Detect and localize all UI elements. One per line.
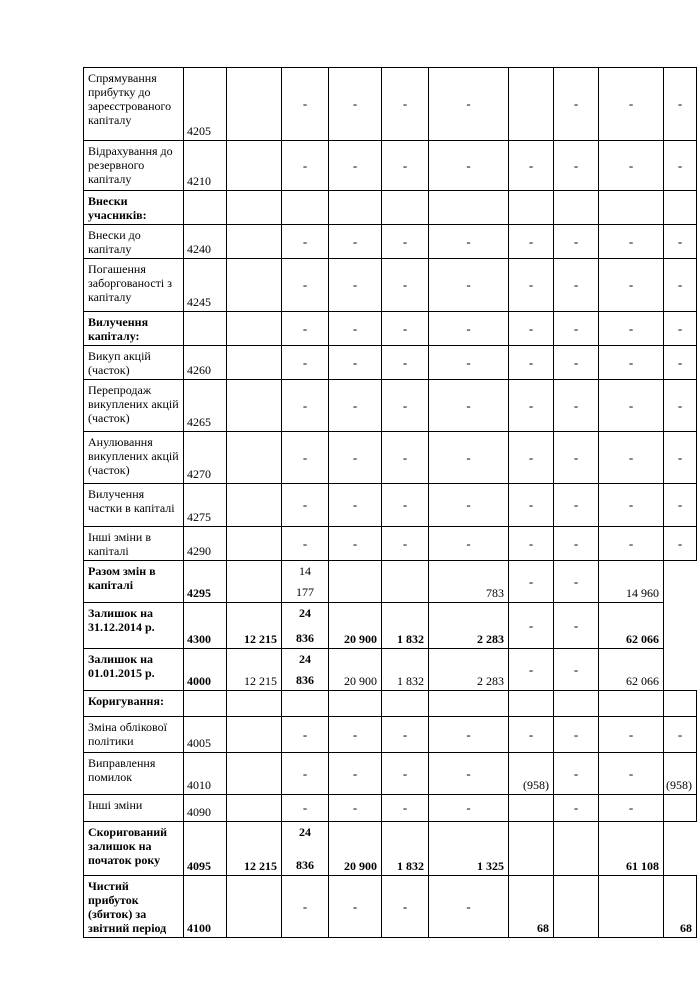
table-cell-dash: - — [329, 141, 382, 191]
table-row — [84, 717, 697, 753]
table-cell-dash: - — [664, 141, 697, 191]
row-code: 4295 — [184, 561, 227, 603]
table-cell — [227, 484, 282, 527]
row-label: Скоригований залишок на початок року — [84, 822, 184, 876]
table-cell-dash: - — [599, 68, 664, 141]
table-cell: 1 325 — [429, 822, 509, 876]
table-cell — [382, 191, 429, 225]
table-cell-dash: - — [382, 753, 429, 795]
table-cell — [429, 191, 509, 225]
row-label: Інші зміни в капіталі — [84, 527, 184, 561]
table-cell — [329, 191, 382, 225]
table-row — [84, 649, 697, 691]
table-cell-split — [282, 822, 329, 876]
table-cell-dash: - — [599, 312, 664, 346]
cell-value-bottom: 836 — [296, 631, 314, 645]
table-cell — [509, 691, 554, 717]
table-cell-dash: - — [664, 259, 697, 312]
row-code: 4000 — [184, 649, 227, 691]
table-row — [84, 225, 697, 259]
table-row — [84, 484, 697, 527]
table-cell — [329, 561, 382, 603]
row-code — [184, 691, 227, 717]
table-cell-dash: - — [382, 795, 429, 822]
table-cell-dash: - — [382, 432, 429, 484]
table-cell: (958) — [509, 753, 554, 795]
table-cell-dash: - — [382, 876, 429, 938]
row-label: Вилучення капіталу: — [84, 312, 184, 346]
table-cell-dash: - — [429, 259, 509, 312]
table-cell-dash: - — [509, 561, 554, 603]
table-row — [84, 141, 697, 191]
table-cell-dash: - — [509, 312, 554, 346]
table-cell-dash: - — [382, 259, 429, 312]
table-cell — [664, 795, 697, 822]
table-cell — [554, 691, 599, 717]
table-cell: 20 900 — [329, 649, 382, 691]
row-label: Коригування: — [84, 691, 184, 717]
row-code — [184, 191, 227, 225]
table-cell-dash: - — [664, 380, 697, 432]
table-cell: (958) — [664, 753, 697, 795]
table-cell — [227, 717, 282, 753]
table-cell-dash: - — [554, 649, 599, 691]
table-cell — [509, 822, 554, 876]
table-row — [84, 876, 697, 938]
table-row — [84, 68, 697, 141]
table-cell: 1 832 — [382, 822, 429, 876]
row-code: 4270 — [184, 432, 227, 484]
table-cell-dash: - — [554, 432, 599, 484]
table-cell — [382, 691, 429, 717]
row-code: 4275 — [184, 484, 227, 527]
table-cell-dash: - — [599, 717, 664, 753]
table-cell — [227, 432, 282, 484]
table-cell-dash: - — [329, 484, 382, 527]
cell-value-bottom: 836 — [296, 858, 314, 872]
table-row — [84, 753, 697, 795]
table-cell-dash: - — [382, 225, 429, 259]
row-code: 4290 — [184, 527, 227, 561]
table-row — [84, 346, 697, 380]
table-cell-dash: - — [509, 259, 554, 312]
table-cell-dash: - — [554, 259, 599, 312]
table-cell — [227, 346, 282, 380]
table-cell-dash: - — [554, 717, 599, 753]
table-cell — [227, 191, 282, 225]
table-cell: 62 066 — [599, 649, 664, 691]
row-label: Залишок на 31.12.2014 р. — [84, 603, 184, 649]
table-cell — [282, 691, 329, 717]
row-label: Разом змін в капіталі — [84, 561, 184, 603]
table-cell-dash: - — [382, 527, 429, 561]
table-row — [84, 191, 697, 225]
table-cell-dash: - — [429, 225, 509, 259]
table-cell-dash: - — [664, 717, 697, 753]
table-cell: 1 832 — [382, 603, 429, 649]
table-cell-dash: - — [509, 225, 554, 259]
row-code: 4240 — [184, 225, 227, 259]
table-cell — [509, 191, 554, 225]
row-code: 4260 — [184, 346, 227, 380]
table-cell — [227, 380, 282, 432]
table-cell-dash: - — [429, 68, 509, 141]
table-cell — [227, 141, 282, 191]
table-cell — [227, 691, 282, 717]
table-cell-dash: - — [282, 717, 329, 753]
row-code: 4100 — [184, 876, 227, 938]
table-row — [84, 822, 697, 876]
table-cell-dash: - — [664, 312, 697, 346]
table-cell-dash: - — [509, 527, 554, 561]
table-row — [84, 795, 697, 822]
cell-value-top: 24 — [299, 825, 311, 839]
row-label: Спрямування прибутку до зареєстрованого капіталу — [84, 68, 184, 141]
row-code: 4265 — [184, 380, 227, 432]
table-cell — [554, 876, 599, 938]
table-cell-dash: - — [509, 432, 554, 484]
table-row — [84, 603, 697, 649]
row-code: 4210 — [184, 141, 227, 191]
table-cell — [227, 68, 282, 141]
table-cell-dash: - — [282, 432, 329, 484]
row-code: 4090 — [184, 795, 227, 822]
table-cell-dash: - — [554, 795, 599, 822]
table-cell-dash: - — [599, 527, 664, 561]
table-cell-dash: - — [429, 527, 509, 561]
table-cell-dash: - — [282, 753, 329, 795]
table-cell-dash: - — [382, 141, 429, 191]
table-cell-dash: - — [554, 312, 599, 346]
row-code — [184, 312, 227, 346]
table-cell-dash: - — [509, 603, 554, 649]
table-cell — [664, 191, 697, 225]
table-cell-dash: - — [282, 346, 329, 380]
table-cell-dash: - — [599, 346, 664, 380]
row-code: 4300 — [184, 603, 227, 649]
table-cell-dash: - — [329, 312, 382, 346]
table-cell — [227, 259, 282, 312]
table-cell — [599, 191, 664, 225]
table-cell-dash: - — [509, 649, 554, 691]
table-cell-dash: - — [664, 527, 697, 561]
table-cell-dash: - — [429, 141, 509, 191]
cell-value-bottom: 177 — [296, 585, 314, 599]
table-cell-dash: - — [554, 68, 599, 141]
table-cell-dash: - — [382, 484, 429, 527]
table-cell-dash: - — [664, 484, 697, 527]
row-code: 4205 — [184, 68, 227, 141]
row-label: Залишок на 01.01.2015 р. — [84, 649, 184, 691]
table-cell-dash: - — [599, 380, 664, 432]
table-cell-dash: - — [509, 346, 554, 380]
table-cell — [227, 753, 282, 795]
row-code: 4010 — [184, 753, 227, 795]
table-cell-dash: - — [554, 527, 599, 561]
table-cell-dash: - — [282, 312, 329, 346]
table-cell — [227, 225, 282, 259]
table-cell-dash: - — [554, 603, 599, 649]
table-cell-dash: - — [382, 312, 429, 346]
table-cell-dash: - — [282, 527, 329, 561]
equity-statement-table — [83, 67, 697, 938]
table-cell-dash: - — [554, 753, 599, 795]
table-cell-dash: - — [429, 312, 509, 346]
row-label: Внески до капіталу — [84, 225, 184, 259]
table-cell-dash: - — [382, 346, 429, 380]
table-cell-dash: - — [329, 876, 382, 938]
table-cell-split — [282, 603, 329, 649]
cell-value-top: 14 — [299, 564, 311, 578]
table-cell-dash: - — [329, 753, 382, 795]
table-cell-dash: - — [599, 753, 664, 795]
table-cell — [554, 191, 599, 225]
table-cell-dash: - — [664, 346, 697, 380]
row-label: Вилучення частки в капіталі — [84, 484, 184, 527]
table-cell-dash: - — [599, 141, 664, 191]
table-cell: 62 066 — [599, 603, 664, 649]
table-cell: 68 — [664, 876, 697, 938]
table-cell-dash: - — [329, 380, 382, 432]
table-cell-dash: - — [554, 561, 599, 603]
table-cell-dash: - — [282, 225, 329, 259]
row-label: Погашення заборгованості з капіталу — [84, 259, 184, 312]
table-cell-dash: - — [282, 259, 329, 312]
table-cell — [282, 191, 329, 225]
table-cell: 2 283 — [429, 649, 509, 691]
table-cell-dash: - — [329, 346, 382, 380]
table-cell-dash: - — [554, 225, 599, 259]
table-cell-dash: - — [429, 380, 509, 432]
table-cell — [599, 876, 664, 938]
table-cell-dash: - — [282, 795, 329, 822]
table-cell-split — [282, 561, 329, 603]
table-cell-dash: - — [282, 876, 329, 938]
table-row — [84, 312, 697, 346]
table-cell — [227, 312, 282, 346]
table-cell-dash: - — [329, 527, 382, 561]
table-cell-dash: - — [329, 68, 382, 141]
row-label: Відрахування до резервного капіталу — [84, 141, 184, 191]
row-code: 4005 — [184, 717, 227, 753]
table-cell-dash: - — [329, 717, 382, 753]
table-row — [84, 432, 697, 484]
table-cell-dash: - — [664, 225, 697, 259]
table-cell-dash: - — [429, 717, 509, 753]
table-cell: 12 215 — [227, 649, 282, 691]
table-row — [84, 380, 697, 432]
table-cell: 20 900 — [329, 822, 382, 876]
table-cell-dash: - — [429, 753, 509, 795]
table-row — [84, 691, 697, 717]
table-cell — [429, 691, 509, 717]
table-cell: 2 283 — [429, 603, 509, 649]
table-cell-dash: - — [282, 141, 329, 191]
table-cell-dash: - — [554, 141, 599, 191]
table-cell-dash: - — [429, 432, 509, 484]
table-cell — [509, 795, 554, 822]
table-cell: 12 215 — [227, 603, 282, 649]
table-cell-dash: - — [554, 346, 599, 380]
table-cell — [329, 691, 382, 717]
table-row — [84, 527, 697, 561]
table-cell — [382, 561, 429, 603]
table-cell-dash: - — [382, 717, 429, 753]
table-cell-dash: - — [329, 432, 382, 484]
table-cell: 68 — [509, 876, 554, 938]
row-label: Перепродаж викуплених акцій (часток) — [84, 380, 184, 432]
table-cell-dash: - — [599, 432, 664, 484]
cell-value-top: 24 — [299, 606, 311, 620]
table-cell-dash: - — [509, 380, 554, 432]
table-cell-dash: - — [599, 259, 664, 312]
row-label: Виправлення помилок — [84, 753, 184, 795]
table-row — [84, 259, 697, 312]
table-cell-split — [282, 649, 329, 691]
table-cell: 1 832 — [382, 649, 429, 691]
table-cell-dash: - — [282, 484, 329, 527]
table-cell-dash: - — [329, 795, 382, 822]
table-cell-dash: - — [382, 68, 429, 141]
table-cell-dash: - — [664, 68, 697, 141]
table-cell-dash: - — [599, 795, 664, 822]
table-cell-dash: - — [382, 380, 429, 432]
table-cell-dash: - — [554, 484, 599, 527]
table-cell — [509, 68, 554, 141]
table-cell-dash: - — [329, 225, 382, 259]
table-cell — [227, 795, 282, 822]
table-cell-dash: - — [664, 432, 697, 484]
table-cell-dash: - — [329, 259, 382, 312]
table-cell-dash: - — [599, 225, 664, 259]
table-cell-dash: - — [429, 484, 509, 527]
table-cell-dash: - — [509, 141, 554, 191]
table-cell: 61 108 — [599, 822, 664, 876]
table-cell-dash: - — [554, 380, 599, 432]
row-label: Зміна облікової політики — [84, 717, 184, 753]
row-label: Внески учасників: — [84, 191, 184, 225]
table-cell-dash: - — [429, 795, 509, 822]
table-cell-dash: - — [282, 380, 329, 432]
table-cell — [227, 876, 282, 938]
table-cell-dash: - — [282, 68, 329, 141]
table-cell — [227, 527, 282, 561]
table-cell — [554, 822, 599, 876]
table-cell-dash: - — [429, 876, 509, 938]
row-code: 4245 — [184, 259, 227, 312]
cell-value-bottom: 836 — [296, 673, 314, 687]
table-cell — [664, 691, 697, 717]
table-cell: 12 215 — [227, 822, 282, 876]
row-label: Викуп акцій (часток) — [84, 346, 184, 380]
cell-value-top: 24 — [299, 652, 311, 666]
table-row — [84, 561, 697, 603]
table-cell — [227, 561, 282, 603]
table-cell — [599, 691, 664, 717]
row-label: Анулювання викуплених акцій (часток) — [84, 432, 184, 484]
table-cell-dash: - — [509, 484, 554, 527]
row-label: Чистий прибуток (збиток) за звітний період — [84, 876, 184, 938]
table-cell-dash: - — [429, 346, 509, 380]
table-cell-dash: - — [509, 717, 554, 753]
table-cell: 783 — [429, 561, 509, 603]
table-cell-dash: - — [599, 484, 664, 527]
row-label: Інші зміни — [84, 795, 184, 822]
table-cell: 14 960 — [599, 561, 664, 603]
row-code: 4095 — [184, 822, 227, 876]
table-cell: 20 900 — [329, 603, 382, 649]
